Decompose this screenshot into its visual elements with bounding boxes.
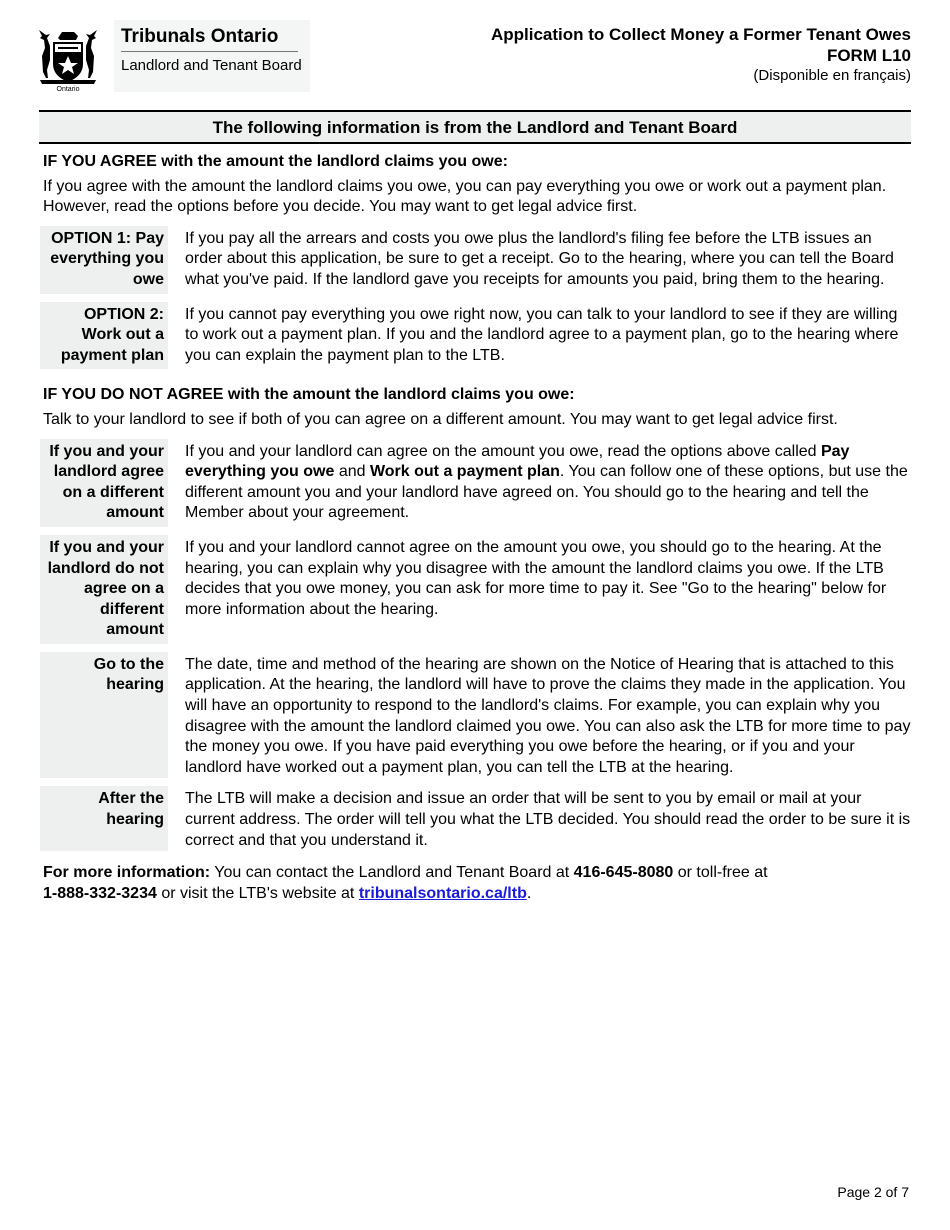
info-row	[43, 786, 913, 851]
page-content	[43, 152, 913, 920]
org-divider	[121, 51, 298, 52]
more-info: For more information: You can contact the Landlord and Tenant Board at 416-645-8080 or toll-free at 1-888-332-3234 or visit the LTB's website at tribunalsontario.ca/ltb.	[43, 864, 768, 902]
page-number: Page 2 of 7	[837, 1184, 909, 1200]
info-row	[43, 535, 913, 644]
form-number: FORM L10	[826, 46, 911, 65]
agree-different-text: If you and your landlord can agree on the amount you owe, read the options above called Pay everything you owe and Work out a payment plan. You can follow one of these options, but use the different amount you and your landlord have agreed on. You should go to the hearing and tell the Member about your agreement.	[185, 442, 908, 522]
not-agree-text: If you and your landlord cannot agree on the amount you owe, you should go to the hearing. At the hearing, you can explain why you disagree with the amount the landlord claims you owe. If the LTB decides that you owe money, you can ask for more time to pay it. See "Go to the hearing" below for more information about the hearing.	[185, 538, 887, 618]
form-title-block	[491, 24, 911, 85]
go-to-hearing-text: The date, time and method of the hearing are shown on the Notice of Hearing that is attached to this application. At the hearing, the landlord will have to prove the claims they made in the application. You will have an opportunity to respond to the landlord's claims. For example, you can explain why you disagree with the amount the landlord claimed you owe. You can also ask the LTB for more time to pay the money you owe. If you have paid everything you owe before the hearing, or if you and your landlord have worked out a payment plan, you can tell the LTB at the hearing.	[185, 655, 911, 776]
crest-caption: Ontario	[56, 86, 80, 92]
agree-different-label: If you and your landlord agree on a different amount	[40, 439, 168, 527]
option-1-label: OPTION 1: Pay everything you owe	[40, 226, 168, 294]
disagree-title: IF YOU DO NOT AGREE with the amount the landlord claims you owe:	[43, 386, 575, 404]
after-hearing-text: The LTB will make a decision and issue an order that will be sent to you by email or mail at your current address. The order will tell you what the LTB decided. You should read the order to be sure it is correct and that you understand it.	[185, 790, 911, 849]
option-row	[43, 302, 913, 370]
info-banner: The following information is from the Landlord and Tenant Board	[39, 110, 911, 144]
option-2-text: If you cannot pay everything you owe right now, you can talk to your landlord to see if they are willing to work out a payment plan. If you and the landlord agree to a payment plan, go to the hearing where you can explain the payment plan to the LTB.	[185, 305, 899, 364]
agree-intro: If you agree with the amount the landlord claims you owe, you can pay everything you owe or work out a payment plan. However, read the options before you decide. You may want to get legal advice first.	[43, 177, 887, 216]
phone-tollfree: 1-888-332-3234	[43, 884, 157, 902]
french-availability: (Disponible en français)	[753, 67, 911, 84]
go-to-hearing-label: Go to the hearing	[40, 652, 168, 779]
form-title: Application to Collect Money a Former Tenant Owes	[490, 25, 911, 44]
info-row	[43, 439, 913, 527]
option-2-label: OPTION 2: Work out a payment plan	[40, 302, 168, 370]
option-1-text: If you pay all the arrears and costs you owe plus the landlord's filing fee before the LTB issues an order about this application, be sure to get a receipt. Go to the hearing, where you can tell the Board what you've paid. If the landlord gave you receipts for amounts you paid, bring them to the hearing.	[185, 229, 894, 288]
phone-local: 416-645-8080	[573, 864, 674, 882]
disagree-intro: Talk to your landlord to see if both of you can agree on a different amount. You may want to get legal advice first.	[43, 410, 838, 428]
page-header	[0, 0, 950, 104]
ontario-crest-icon	[36, 26, 100, 92]
org-subtitle: Landlord and Tenant Board	[121, 57, 302, 74]
org-name: Tribunals Ontario	[121, 26, 279, 47]
not-agree-label: If you and your landlord do not agree on a different amount	[40, 535, 168, 644]
info-row	[43, 652, 913, 779]
agree-title: IF YOU AGREE with the amount the landlord claims you owe:	[43, 153, 508, 170]
option-row	[43, 226, 913, 294]
after-hearing-label: After the hearing	[40, 786, 168, 851]
website-link[interactable]: tribunalsontario.ca/ltb	[358, 884, 527, 902]
